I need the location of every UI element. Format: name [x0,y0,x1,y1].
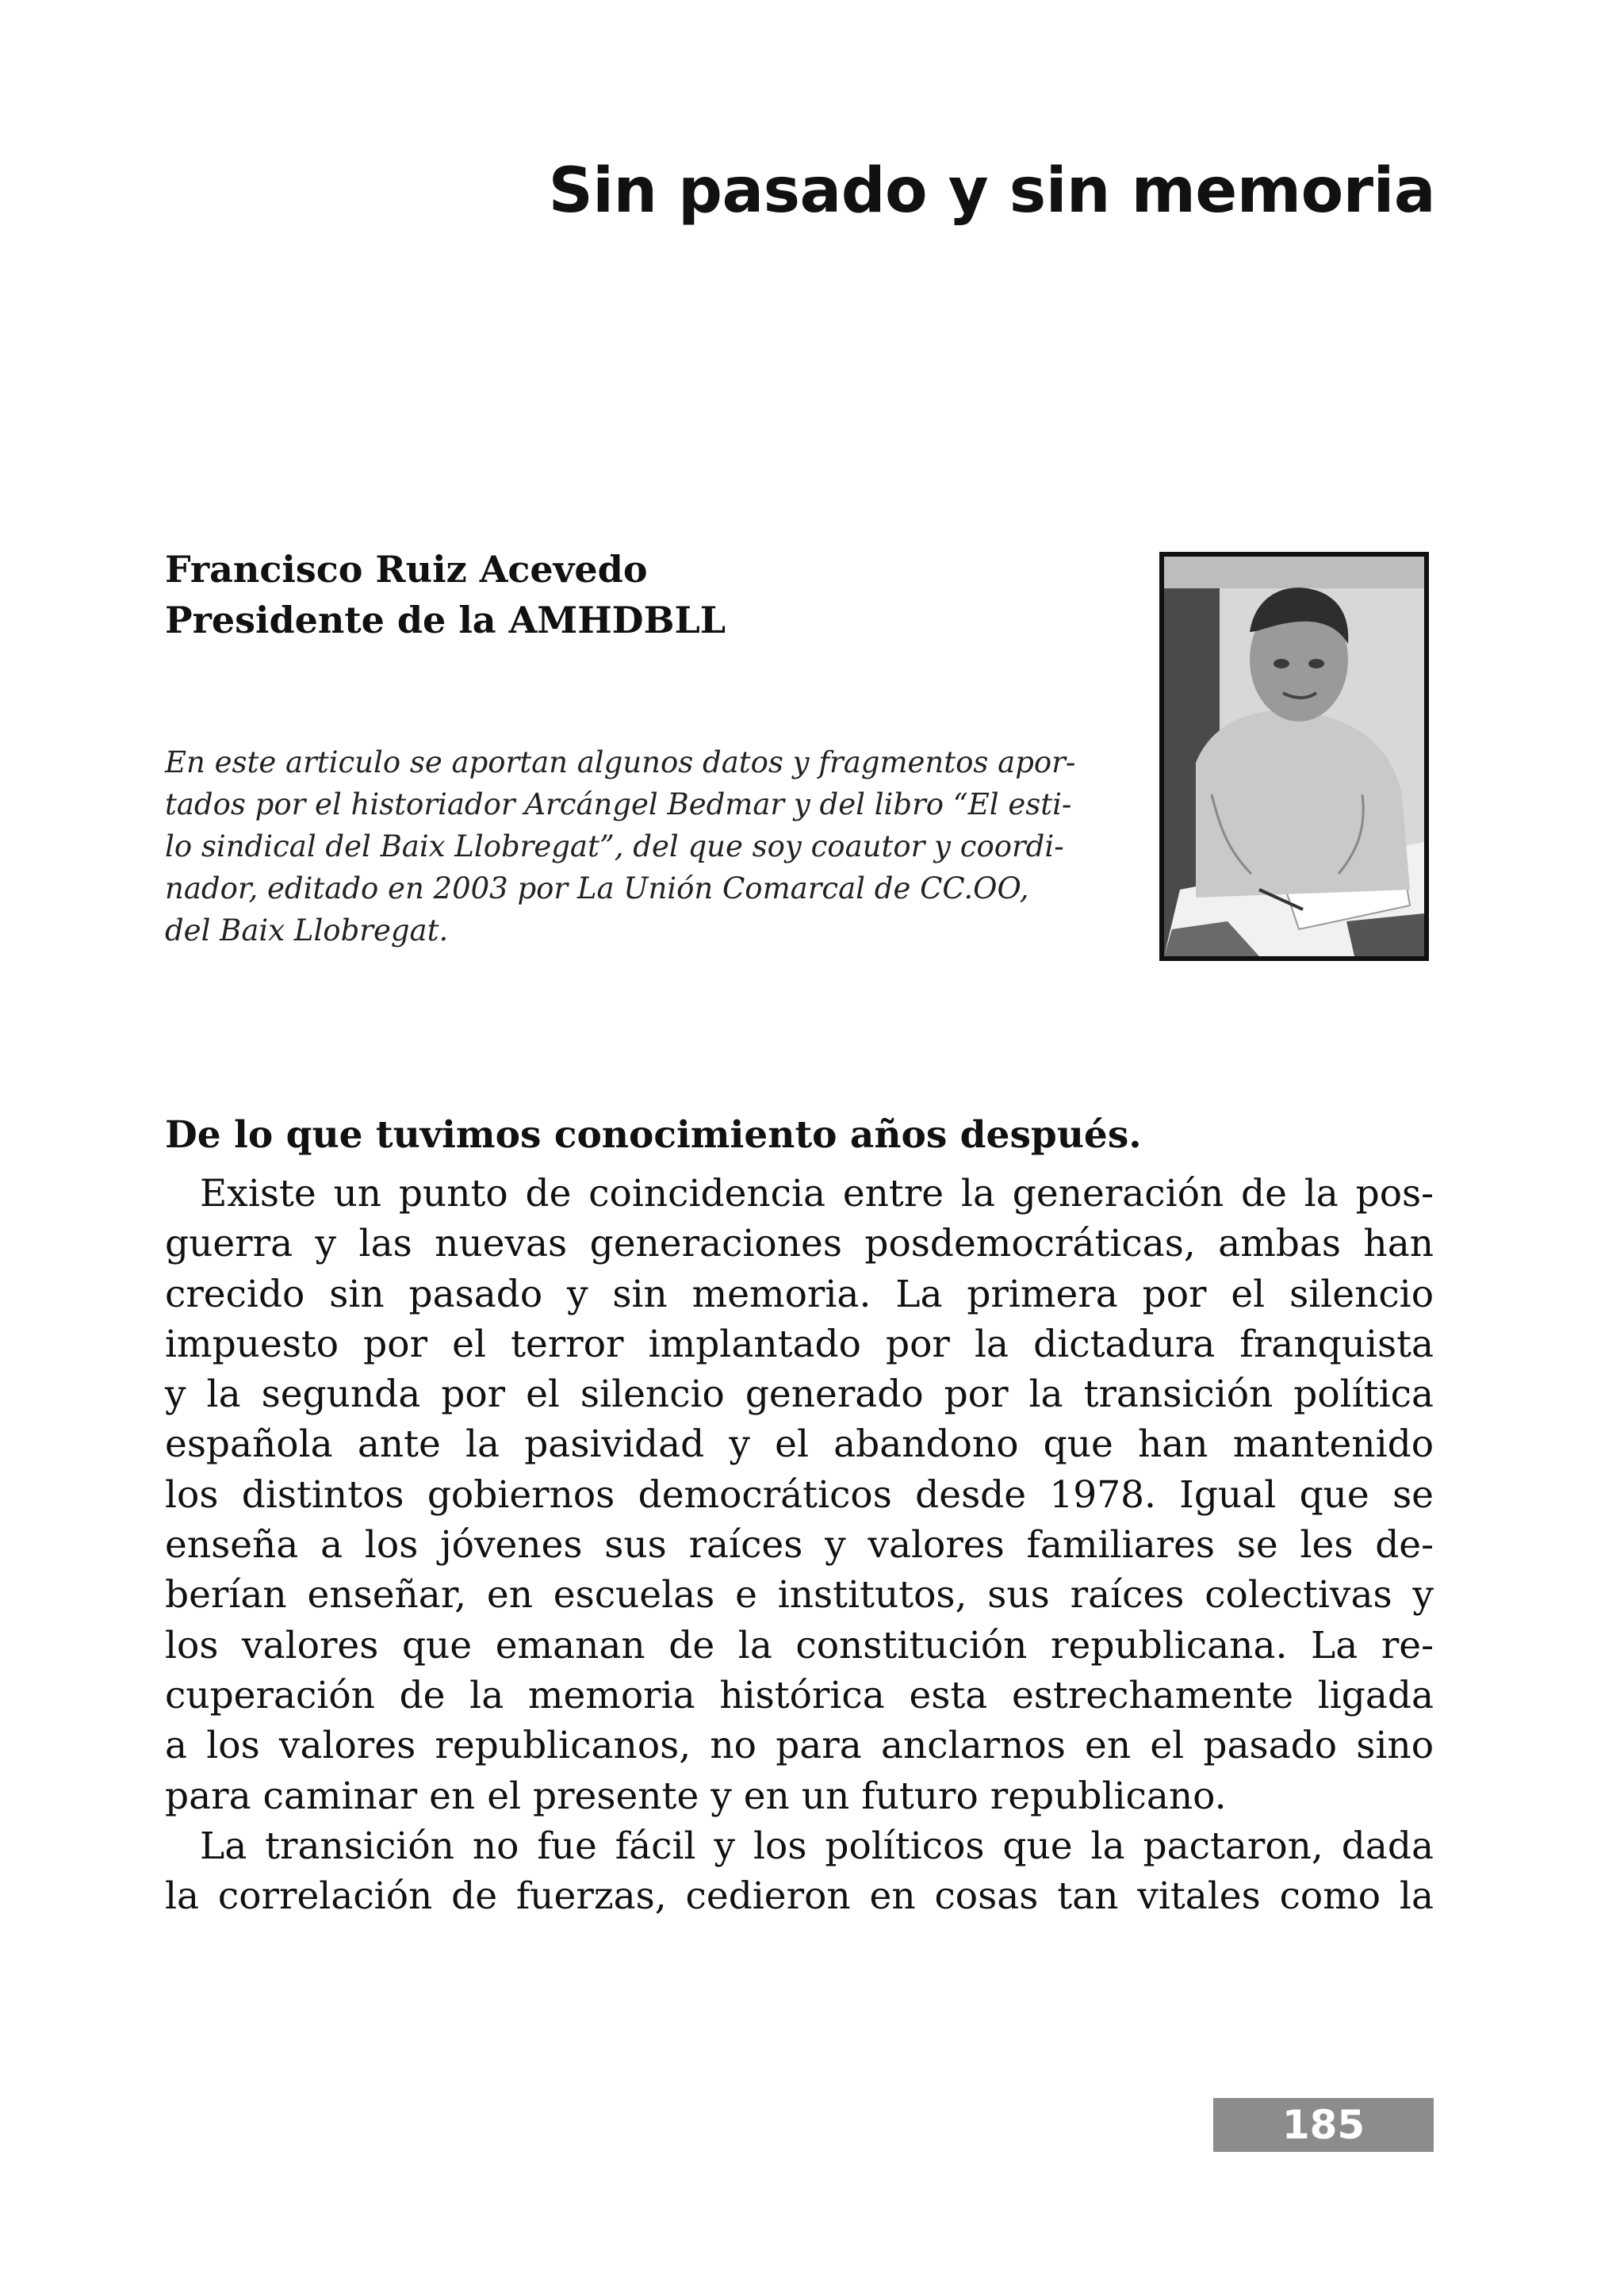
abstract [165,741,1101,951]
body-line: impuesto por el terror implantado por la dictadura franquista [165,1322,1434,1366]
body-line: cuperación de la memoria histórica esta estrechamente ligada [165,1673,1434,1717]
body-line: crecido sin pasado y sin memoria. La primera por el silencio [165,1272,1434,1316]
body-line: la correlación de fuerzas, cedieron en cosas tan vitales como la [165,1874,1434,1919]
author-role: Presidente de la AMHDBLL [165,599,726,641]
author-photo-image [1164,557,1424,956]
author-block [165,544,726,645]
section-heading: De lo que tuvimos conocimiento años después. [165,1113,1142,1157]
abstract-line: tados por el historiador Arcángel Bedmar y del libro “El esti- [165,787,1072,821]
body-line: guerra y las nuevas generaciones posdemocráticas, ambas han [165,1222,1434,1266]
body-line: los distintos gobiernos democráticos desde 1978. Igual que se [165,1472,1434,1517]
page-title: Sin pasado y sin memoria [548,155,1435,227]
body-line: española ante la pasividad y el abandono que han mantenido [165,1422,1434,1467]
body-line: berían enseñar, en escuelas e institutos, sus raíces colectivas y [165,1573,1434,1617]
abstract-line: nador, editado en 2003 por La Unión Comarcal de CC.OO, [165,871,1029,905]
body-line: para caminar en el presente y en un futuro republicano. [165,1774,1227,1818]
author-name: Francisco Ruiz Acevedo [165,548,648,591]
page-number-box [1213,2098,1434,2152]
body-line: los valores que emanan de la constitución republicana. La re- [165,1623,1434,1667]
body-text [165,1169,1434,1921]
abstract-line: del Baix Llobregat. [165,913,449,948]
author-photo [1159,552,1429,961]
page-number: 185 [1281,2102,1365,2148]
body-line: Existe un punto de coincidencia entre la generación de la pos- [200,1172,1434,1215]
body-line: a los valores republicanos, no para anclarnos en el pasado sino [165,1724,1434,1768]
body-line: y la segunda por el silencio generado por la transición política [165,1372,1434,1417]
body-line: enseña a los jóvenes sus raíces y valores familiares se les de- [165,1523,1434,1568]
abstract-line: lo sindical del Baix Llobregat”, del que soy coautor y coordi- [165,829,1064,863]
abstract-line: En este articulo se aportan algunos datos y fragmentos apor- [165,745,1076,779]
body-line: La transición no fue fácil y los políticos que la pactaron, dada [200,1824,1434,1868]
